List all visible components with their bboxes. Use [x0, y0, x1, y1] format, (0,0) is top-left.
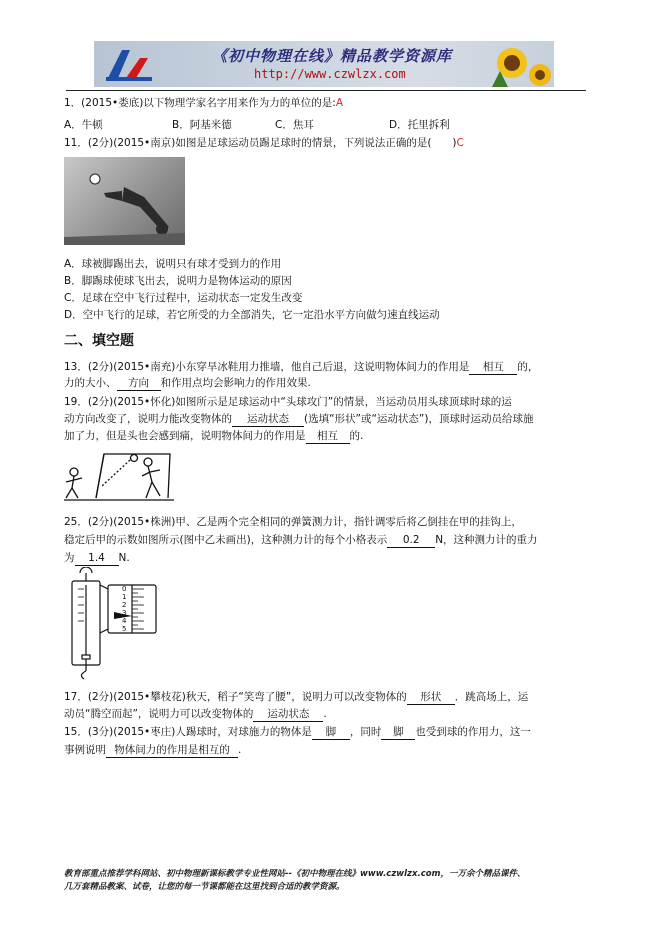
scale-label-5: 5	[122, 625, 127, 633]
question-17-blank-2: 运动状态	[253, 708, 323, 722]
spring-scale-figure	[64, 567, 164, 685]
question-25-blank-2: 1.4	[75, 552, 119, 566]
question-1-option-b: B．阿基米德	[172, 119, 232, 131]
soccer-kick-photo	[64, 157, 185, 245]
question-19-line-3: 加了力，但是头也会感到痛，说明物体间力的作用是 相互 的.	[64, 430, 364, 442]
question-1-option-c: C．焦耳	[275, 119, 314, 131]
scale-label-1: 1	[122, 593, 127, 601]
scale-label-4: 4	[122, 617, 127, 625]
question-13-blank-1: 相互	[469, 361, 517, 375]
question-25-line-2: 稳定后甲的示数如图所示(图中乙未画出)，这种测力计的每个小格表示 0.2 N，这种测力计的重力	[64, 534, 538, 546]
question-15-blank-1: 脚	[312, 726, 350, 740]
question-17-line-1: 17．(2分)(2015•攀枝花)秋天，稻子“笑弯了腰”，说明力可以改变物体的 形状 ．跳高场上，运	[64, 691, 529, 703]
section-title: 二、填空题	[64, 333, 134, 349]
scale-label-3: 3	[122, 609, 127, 617]
question-19-blank-2: 相互	[306, 430, 350, 444]
header-divider	[66, 90, 586, 91]
question-15-line-1: 15．(3分)(2015•枣庄)人踢球时，对球施力的物体是 脚 ，同时 脚 也受到球的作用力，这一	[64, 726, 531, 738]
banner-url[interactable]: http://www.czwlzx.com	[254, 67, 406, 81]
question-17-line-2: 动员“腾空而起”，说明力可以改变物体的 运动状态 .	[64, 708, 327, 720]
question-15-blank-2: 脚	[381, 726, 415, 740]
question-13-line-1: 13．(2分)(2015•南充)小东穿旱冰鞋用力推墙，他自己后退，这说明物体间力的作用是 相互 的，	[64, 361, 539, 373]
question-17-blank-1: 形状	[407, 691, 455, 705]
question-1-option-a: A．牛顿	[64, 119, 103, 131]
scale-label-2: 2	[122, 601, 127, 609]
question-13-line-2: 力的大小、 方向 和作用点均会影响力的作用效果.	[64, 377, 311, 389]
question-11-option-c: C．足球在空中飞行过程中，运动状态一定发生改变	[64, 292, 303, 304]
question-11-answer: C	[456, 137, 464, 149]
question-25-blank-1: 0.2	[387, 534, 435, 548]
question-19-blank-1: 运动状态	[232, 413, 304, 427]
question-19-line-1: 19．(2分)(2015•怀化)如图所示是足球运动中“头球攻门”的情景，当运动员用头球顶球时球的运	[64, 396, 512, 408]
footer-line-1: 教育部重点推荐学科网站、初中物理新课标教学专业性网站--《初中物理在线》www.czwlzx.com，一万余个精品课件、	[64, 869, 526, 879]
header-banner	[94, 41, 554, 87]
question-11-option-a: A．球被脚踢出去，说明只有球才受到力的作用	[64, 258, 282, 270]
question-1-stem: 1．(2015•娄底)以下物理学家名字用来作为力的单位的是:A	[64, 97, 344, 109]
question-19-line-2: 动方向改变了，说明力能改变物体的 运动状态 (选填“形状”或“运动状态”)，顶球时运动员给球施	[64, 413, 534, 425]
site-logo-icon	[100, 44, 160, 84]
question-11-option-b: B．脚踢球使球飞出去，说明力是物体运动的原因	[64, 275, 292, 287]
header-shot-figure	[64, 452, 184, 504]
question-11-option-d: D．空中飞行的足球，若它所受的力全部消失，它一定沿水平方向做匀速直线运动	[64, 309, 440, 321]
question-15-line-2: 事例说明 物体间力的作用是相互的 .	[64, 744, 242, 756]
question-15-blank-3: 物体间力的作用是相互的	[106, 744, 238, 758]
sunflower-icon	[490, 41, 554, 87]
footer-line-2: 几万套精品教案、试卷，让您的每一节课都能在这里找到合适的教学资源。	[64, 882, 345, 892]
question-25-line-3: 为 1.4 N.	[64, 552, 130, 564]
question-1-option-d: D．托里拆利	[389, 119, 450, 131]
scale-label-0: 0	[122, 585, 127, 593]
question-13-blank-2: 方向	[117, 377, 161, 391]
question-25-line-1: 25．(2分)(2015•株洲)甲、乙是两个完全相同的弹簧测力计，指针调零后将乙倒挂在甲的挂钩上，	[64, 516, 522, 528]
banner-title: 《初中物理在线》精品教学资源库	[212, 47, 453, 65]
question-1-answer: A	[335, 97, 344, 109]
question-11-stem: 11．(2分)(2015•南京)如图是足球运动员踢足球时的情景，下列说法正确的是( )C	[64, 137, 464, 149]
